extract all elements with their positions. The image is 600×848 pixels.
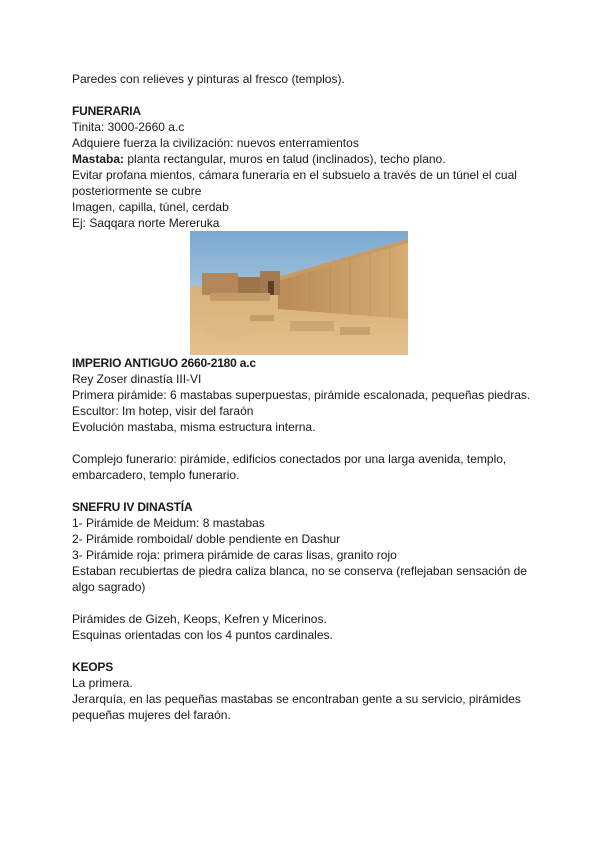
list-item: 2- Pirámide romboidal/ doble pendiente en Dashur [72, 532, 341, 546]
rey-line: Rey Zoser dinastía III-VI [72, 372, 202, 386]
gizeh-line: Pirámides de Gizeh, Keops, Kefren y Micerinos. [72, 612, 327, 626]
mastaba-text: planta rectangular, muros en talud (inclinados), techo plano. [124, 152, 446, 166]
adquiere-line: Adquiere fuerza la civilización: nuevos enterramientos [72, 136, 359, 150]
list-item: 3- Pirámide roja: primera pirámide de caras lisas, granito rojo [72, 548, 397, 562]
esquinas-line: Esquinas orientadas con los 4 puntos cardinales. [72, 628, 333, 642]
mastaba-photo [190, 231, 408, 355]
section-heading-imperio: IMPERIO ANTIGUO 2660-2180 a.c [72, 356, 256, 370]
jerarquia-paragraph: Jerarquía, en las pequeñas mastabas se encontraban gente a su servicio, pirámides pequeñas mujeres del faraón. [72, 692, 521, 722]
evolucion-line: Evolución mastaba, misma estructura interna. [72, 420, 316, 434]
imagen-line: Imagen, capilla, túnel, cerdab [72, 200, 229, 214]
escultor-line: Escultor: Im hotep, visir del faraón [72, 404, 254, 418]
section-heading-funeraria: FUNERARIA [72, 104, 141, 118]
list-item: 1- Pirámide de Meidum: 8 mastabas [72, 516, 265, 530]
mastaba-line [72, 151, 532, 167]
estaban-paragraph: Estaban recubiertas de piedra caliza blanca, no se conserva (reflejaban sensación de algo sagrado) [72, 564, 527, 594]
evitar-paragraph: Evitar profana mientos, cámara funeraria en el subsuelo a través de un túnel el cual posteriormente se cubre [72, 168, 517, 198]
complejo-paragraph: Complejo funerario: pirámide, edificios conectados por una larga avenida, templo, embarcadero, templo funerario. [72, 452, 507, 482]
primera-piramide-paragraph: Primera pirámide: 6 mastabas superpuestas, pirámide escalonada, pequeñas piedras. [72, 388, 531, 402]
document-body [72, 71, 532, 723]
keops-primera-line: La primera. [72, 676, 133, 690]
intro-line: Paredes con relieves y pinturas al fresco (templos). [72, 72, 345, 86]
section-heading-snefru: SNEFRU IV DINASTÍA [72, 500, 193, 514]
mastaba-label: Mastaba: [72, 152, 125, 166]
section-heading-keops: KEOPS [72, 660, 114, 674]
tinita-line: Tinita: 3000-2660 a.c [72, 120, 185, 134]
ejemplo-line: Ej: Saqqara norte Mereruka [72, 216, 220, 230]
